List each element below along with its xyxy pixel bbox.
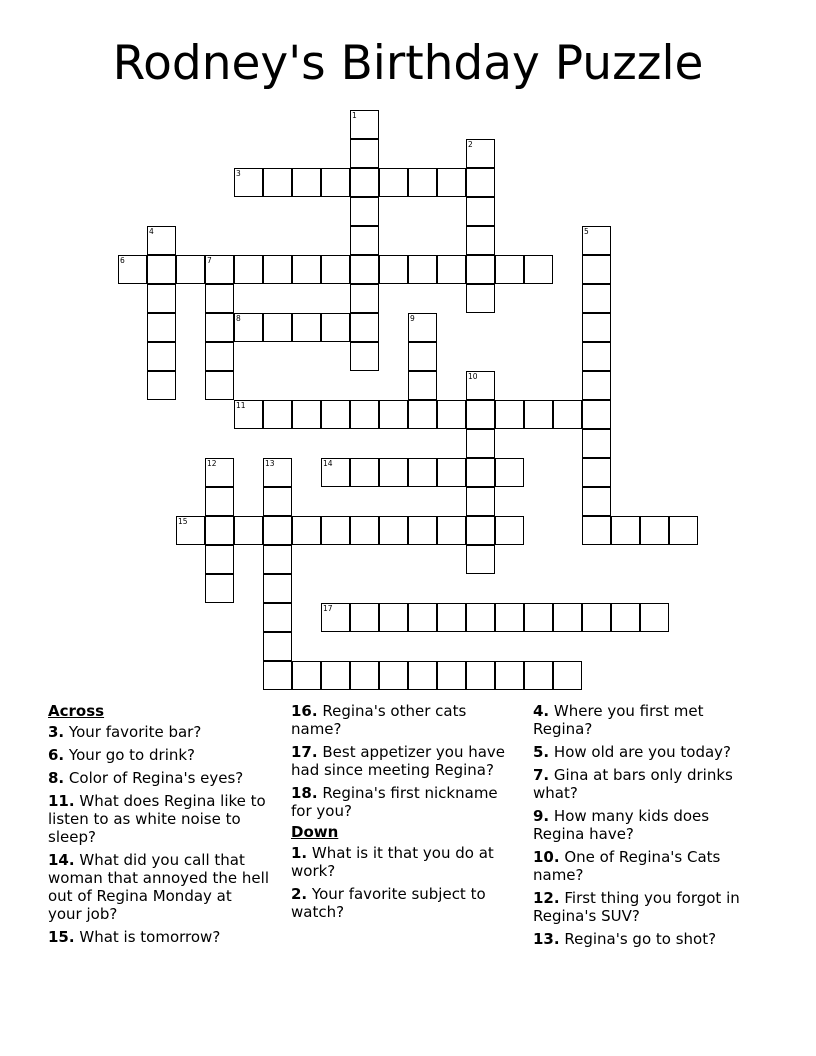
grid-cell[interactable] bbox=[495, 255, 524, 284]
grid-cell[interactable] bbox=[263, 632, 292, 661]
grid-cell[interactable] bbox=[263, 603, 292, 632]
grid-cell[interactable] bbox=[350, 603, 379, 632]
clue-text: Where you first met Regina? bbox=[533, 702, 704, 738]
grid-cell[interactable] bbox=[321, 458, 350, 487]
clue-text: One of Regina's Cats name? bbox=[533, 848, 721, 884]
clue-column-3 bbox=[533, 702, 758, 953]
grid-cell[interactable] bbox=[292, 400, 321, 429]
grid-cell[interactable] bbox=[234, 400, 263, 429]
grid-cell[interactable] bbox=[205, 371, 234, 400]
grid-cell[interactable] bbox=[466, 168, 495, 197]
across-clue-list-continued bbox=[291, 702, 516, 820]
clue-number: 8 bbox=[236, 314, 241, 323]
grid-cell[interactable] bbox=[350, 400, 379, 429]
grid-cell[interactable] bbox=[611, 603, 640, 632]
grid-cell[interactable] bbox=[263, 487, 292, 516]
grid-cell[interactable] bbox=[350, 197, 379, 226]
grid-cell[interactable] bbox=[176, 516, 205, 545]
grid-cell[interactable] bbox=[408, 342, 437, 371]
grid-cell[interactable] bbox=[495, 603, 524, 632]
grid-cell[interactable] bbox=[263, 545, 292, 574]
grid-cell[interactable] bbox=[524, 661, 553, 690]
grid-cell[interactable] bbox=[437, 661, 466, 690]
grid-cell[interactable] bbox=[263, 255, 292, 284]
grid-cell[interactable] bbox=[582, 313, 611, 342]
grid-cell[interactable] bbox=[205, 255, 234, 284]
clue-text: How old are you today? bbox=[553, 743, 732, 761]
grid-cell[interactable] bbox=[205, 313, 234, 342]
grid-cell[interactable] bbox=[582, 255, 611, 284]
grid-cell[interactable] bbox=[350, 661, 379, 690]
grid-cell[interactable] bbox=[495, 661, 524, 690]
down-clue-list-continued bbox=[533, 702, 758, 948]
clue-number-label: 10. bbox=[533, 848, 560, 866]
clue-item bbox=[48, 746, 270, 764]
grid-cell[interactable] bbox=[263, 458, 292, 487]
grid-cell[interactable] bbox=[350, 139, 379, 168]
clue-number-label: 17. bbox=[291, 743, 318, 761]
grid-cell[interactable] bbox=[582, 371, 611, 400]
grid-cell[interactable] bbox=[582, 458, 611, 487]
grid-cell[interactable] bbox=[379, 458, 408, 487]
grid-cell[interactable] bbox=[350, 516, 379, 545]
clue-number: 15 bbox=[178, 517, 188, 526]
grid-cell[interactable] bbox=[553, 603, 582, 632]
clue-number: 4 bbox=[149, 227, 154, 236]
grid-cell[interactable] bbox=[466, 371, 495, 400]
clue-item bbox=[291, 784, 516, 820]
clue-number-label: 12. bbox=[533, 889, 560, 907]
clue-item bbox=[291, 844, 516, 880]
grid-cell[interactable] bbox=[466, 139, 495, 168]
clue-item bbox=[533, 807, 758, 843]
grid-cell[interactable] bbox=[321, 661, 350, 690]
clue-number: 13 bbox=[265, 459, 275, 468]
clue-number-label: 8. bbox=[48, 769, 65, 787]
grid-cell[interactable] bbox=[408, 371, 437, 400]
grid-cell[interactable] bbox=[350, 226, 379, 255]
grid-cell[interactable] bbox=[524, 603, 553, 632]
grid-cell[interactable] bbox=[582, 284, 611, 313]
clue-number-label: 18. bbox=[291, 784, 318, 802]
grid-cell[interactable] bbox=[292, 168, 321, 197]
grid-cell[interactable] bbox=[582, 400, 611, 429]
grid-cell[interactable] bbox=[321, 516, 350, 545]
grid-cell[interactable] bbox=[408, 603, 437, 632]
grid-cell[interactable] bbox=[292, 661, 321, 690]
down-heading: Down bbox=[291, 823, 339, 841]
clue-item bbox=[48, 851, 270, 923]
grid-cell[interactable] bbox=[205, 458, 234, 487]
grid-cell[interactable] bbox=[437, 255, 466, 284]
grid-cell[interactable] bbox=[147, 284, 176, 313]
clue-number-label: 1. bbox=[291, 844, 308, 862]
clue-text: Regina's other cats name? bbox=[291, 702, 467, 738]
clue-number-label: 2. bbox=[291, 885, 308, 903]
clue-item bbox=[291, 885, 516, 921]
grid-cell[interactable] bbox=[495, 400, 524, 429]
grid-cell[interactable] bbox=[379, 603, 408, 632]
grid-cell[interactable] bbox=[408, 168, 437, 197]
clue-number: 6 bbox=[120, 256, 125, 265]
grid-cell[interactable] bbox=[466, 545, 495, 574]
grid-cell[interactable] bbox=[205, 574, 234, 603]
grid-cell[interactable] bbox=[466, 255, 495, 284]
grid-cell[interactable] bbox=[350, 342, 379, 371]
clue-text: First thing you forgot in Regina's SUV? bbox=[533, 889, 740, 925]
clue-item bbox=[48, 769, 270, 787]
grid-cell[interactable] bbox=[466, 487, 495, 516]
grid-cell[interactable] bbox=[582, 516, 611, 545]
grid-cell[interactable] bbox=[582, 487, 611, 516]
grid-cell[interactable] bbox=[234, 516, 263, 545]
clue-item bbox=[533, 743, 758, 761]
grid-cell[interactable] bbox=[582, 342, 611, 371]
grid-cell[interactable] bbox=[350, 458, 379, 487]
grid-cell[interactable] bbox=[205, 516, 234, 545]
clue-item bbox=[533, 702, 758, 738]
grid-cell[interactable] bbox=[408, 255, 437, 284]
clue-number: 9 bbox=[410, 314, 415, 323]
grid-cell[interactable] bbox=[582, 603, 611, 632]
grid-cell[interactable] bbox=[147, 371, 176, 400]
clue-text: What is tomorrow? bbox=[79, 928, 221, 946]
grid-cell[interactable] bbox=[321, 313, 350, 342]
clue-text: Your go to drink? bbox=[68, 746, 196, 764]
grid-cell[interactable] bbox=[553, 400, 582, 429]
grid-cell[interactable] bbox=[495, 516, 524, 545]
grid-cell[interactable] bbox=[466, 400, 495, 429]
clue-text: What is it that you do at work? bbox=[291, 844, 494, 880]
clue-number-label: 9. bbox=[533, 807, 550, 825]
across-clue-list bbox=[48, 723, 270, 946]
grid-cell[interactable] bbox=[321, 255, 350, 284]
grid-cell[interactable] bbox=[263, 574, 292, 603]
grid-cell[interactable] bbox=[437, 458, 466, 487]
grid-cell[interactable] bbox=[176, 255, 205, 284]
down-clue-list bbox=[291, 844, 516, 921]
clue-number: 14 bbox=[323, 459, 333, 468]
grid-cell[interactable] bbox=[408, 313, 437, 342]
grid-cell[interactable] bbox=[437, 603, 466, 632]
clue-text: Your favorite bar? bbox=[68, 723, 202, 741]
page-title: Rodney's Birthday Puzzle bbox=[112, 36, 704, 91]
grid-cell[interactable] bbox=[379, 400, 408, 429]
clue-text: Color of Regina's eyes? bbox=[68, 769, 244, 787]
grid-cell[interactable] bbox=[640, 603, 669, 632]
grid-cell[interactable] bbox=[466, 226, 495, 255]
grid-cell[interactable] bbox=[234, 168, 263, 197]
grid-cell[interactable] bbox=[466, 516, 495, 545]
clue-number: 10 bbox=[468, 372, 478, 381]
grid-cell[interactable] bbox=[263, 168, 292, 197]
clue-number-label: 15. bbox=[48, 928, 75, 946]
grid-cell[interactable] bbox=[292, 255, 321, 284]
grid-cell[interactable] bbox=[379, 255, 408, 284]
grid-cell[interactable] bbox=[582, 226, 611, 255]
grid-cell[interactable] bbox=[379, 661, 408, 690]
grid-cell[interactable] bbox=[408, 516, 437, 545]
clue-text: What did you call that woman that annoyed the hell out of Regina Monday at your job? bbox=[48, 851, 269, 923]
clue-number: 17 bbox=[323, 604, 333, 613]
grid-cell[interactable] bbox=[611, 516, 640, 545]
across-heading: Across bbox=[48, 702, 105, 720]
grid-cell[interactable] bbox=[350, 284, 379, 313]
clue-text: Best appetizer you have had since meeting Regina? bbox=[291, 743, 506, 779]
grid-cell[interactable] bbox=[640, 516, 669, 545]
clue-number-label: 5. bbox=[533, 743, 550, 761]
clue-number-label: 16. bbox=[291, 702, 318, 720]
grid-cell[interactable] bbox=[466, 603, 495, 632]
clue-text: Your favorite subject to watch? bbox=[291, 885, 486, 921]
clue-text: Regina's go to shot? bbox=[564, 930, 717, 948]
clue-text: How many kids does Regina have? bbox=[533, 807, 710, 843]
clue-number-label: 13. bbox=[533, 930, 560, 948]
grid-cell[interactable] bbox=[553, 661, 582, 690]
grid-cell[interactable] bbox=[263, 313, 292, 342]
grid-cell[interactable] bbox=[437, 400, 466, 429]
grid-cell[interactable] bbox=[147, 342, 176, 371]
clue-number: 11 bbox=[236, 401, 246, 410]
clue-number: 12 bbox=[207, 459, 217, 468]
clue-number-label: 4. bbox=[533, 702, 550, 720]
grid-cell[interactable] bbox=[321, 400, 350, 429]
grid-cell[interactable] bbox=[466, 429, 495, 458]
grid-cell[interactable] bbox=[350, 168, 379, 197]
grid-cell[interactable] bbox=[408, 400, 437, 429]
clue-number: 1 bbox=[352, 111, 357, 120]
clue-number: 5 bbox=[584, 227, 589, 236]
clue-item bbox=[48, 792, 270, 846]
grid-cell[interactable] bbox=[524, 400, 553, 429]
grid-cell[interactable] bbox=[408, 661, 437, 690]
clue-item bbox=[533, 889, 758, 925]
clue-text: Regina's first nickname for you? bbox=[291, 784, 498, 820]
clue-item bbox=[533, 766, 758, 802]
clue-number-label: 11. bbox=[48, 792, 75, 810]
grid-cell[interactable] bbox=[292, 516, 321, 545]
grid-cell[interactable] bbox=[379, 168, 408, 197]
clue-item bbox=[533, 848, 758, 884]
grid-cell[interactable] bbox=[379, 516, 408, 545]
clue-number: 7 bbox=[207, 256, 212, 265]
grid-cell[interactable] bbox=[147, 255, 176, 284]
clue-number-label: 7. bbox=[533, 766, 550, 784]
grid-cell[interactable] bbox=[466, 197, 495, 226]
grid-cell[interactable] bbox=[495, 458, 524, 487]
clue-item bbox=[48, 723, 270, 741]
grid-cell[interactable] bbox=[350, 313, 379, 342]
grid-cell[interactable] bbox=[118, 255, 147, 284]
grid-cell[interactable] bbox=[582, 429, 611, 458]
grid-cell[interactable] bbox=[437, 168, 466, 197]
clue-item bbox=[291, 743, 516, 779]
grid-cell[interactable] bbox=[350, 255, 379, 284]
grid-cell[interactable] bbox=[466, 284, 495, 313]
grid-cell[interactable] bbox=[234, 255, 263, 284]
clue-number: 2 bbox=[468, 140, 473, 149]
grid-cell[interactable] bbox=[524, 255, 553, 284]
clue-item bbox=[48, 928, 270, 946]
grid-cell[interactable] bbox=[292, 313, 321, 342]
clue-text: Gina at bars only drinks what? bbox=[533, 766, 733, 802]
grid-cell[interactable] bbox=[466, 458, 495, 487]
grid-cell[interactable] bbox=[263, 516, 292, 545]
grid-cell[interactable] bbox=[408, 458, 437, 487]
grid-cell[interactable] bbox=[205, 284, 234, 313]
clue-item bbox=[533, 930, 758, 948]
clue-column-2 bbox=[291, 702, 516, 926]
grid-cell[interactable] bbox=[350, 110, 379, 139]
clue-number-label: 3. bbox=[48, 723, 65, 741]
clue-number-label: 14. bbox=[48, 851, 75, 869]
grid-cell[interactable] bbox=[147, 226, 176, 255]
grid-cell[interactable] bbox=[205, 487, 234, 516]
grid-cell[interactable] bbox=[263, 400, 292, 429]
clue-number-label: 6. bbox=[48, 746, 65, 764]
grid-cell[interactable] bbox=[321, 168, 350, 197]
grid-cell[interactable] bbox=[205, 342, 234, 371]
grid-cell[interactable] bbox=[321, 603, 350, 632]
grid-cell[interactable] bbox=[437, 516, 466, 545]
clue-number: 3 bbox=[236, 169, 241, 178]
grid-cell[interactable] bbox=[263, 661, 292, 690]
grid-cell[interactable] bbox=[669, 516, 698, 545]
grid-cell[interactable] bbox=[234, 313, 263, 342]
grid-cell[interactable] bbox=[466, 661, 495, 690]
clue-text: What does Regina like to listen to as white noise to sleep? bbox=[48, 792, 266, 846]
clue-column-1 bbox=[48, 702, 270, 951]
grid-cell[interactable] bbox=[205, 545, 234, 574]
grid-cell[interactable] bbox=[147, 313, 176, 342]
clue-item bbox=[291, 702, 516, 738]
